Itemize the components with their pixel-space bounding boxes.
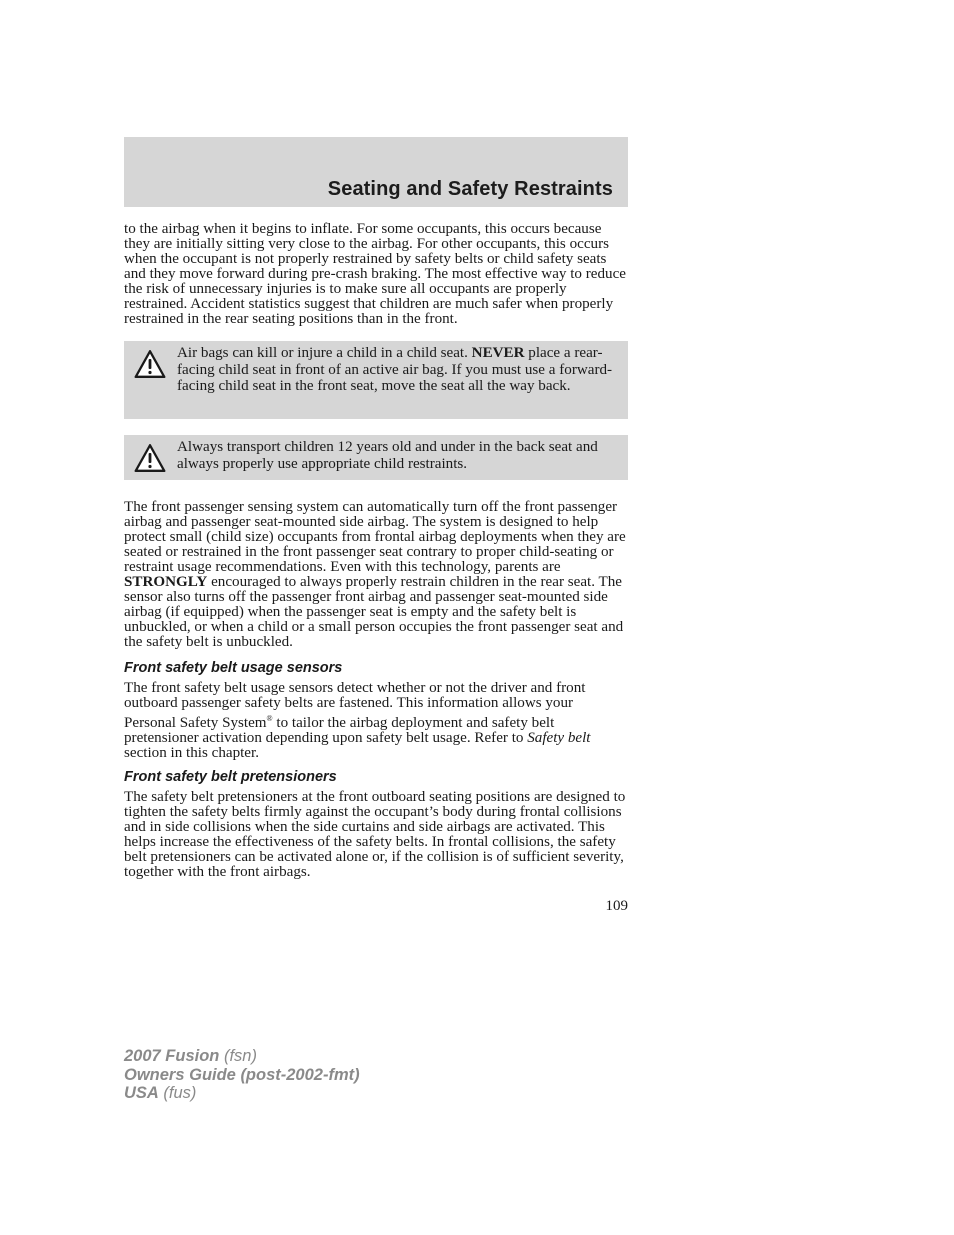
- page-number: 109: [605, 898, 628, 914]
- manual-page: [124, 137, 628, 915]
- section1-text-before: The front safety belt usage sensors detect whether or not the driver and front outboard passenger safety belts are fastened. This information allows your Personal Safety System: [124, 680, 586, 731]
- warning-box-transport-children: [124, 435, 628, 480]
- subheading-belt-pretensioners: Front safety belt pretensioners: [124, 769, 337, 785]
- intro-paragraph: to the airbag when it begins to inflate. For some occupants, this occurs because they are initially sitting very close to the airbag. For other occupants, this occurs when the occupant is not properly restrained by safety belts or child safety seats and they move forward during pre-crash braking. The most effective way to reduce the risk of unnecessary injuries is to make sure all occupants are properly restrained. Accident statistics suggest that children are much safer when properly restrained in the rear seating positions than in the front.: [124, 221, 626, 327]
- section-header-band: [124, 137, 628, 207]
- para2-text-before: The front passenger sensing system can automatically turn off the front passenger airbag and passenger seat-mounted side airbag. The system is designed to help protect small (child size) occupants from frontal airbag deployments when they are seated or restrained in the front passenger seat contrary to proper child-seating or restraint usage recommendations. Even with this technology, parents are: [124, 499, 626, 575]
- safety-belt-reference: Safety belt: [527, 730, 591, 746]
- footer-guide: Owners Guide (post-2002-fmt): [124, 1065, 360, 1084]
- belt-usage-sensors-paragraph: [124, 681, 628, 761]
- warning1-text-before: Air bags can kill or injure a child in a child seat.: [177, 345, 472, 361]
- footer-market: USA: [124, 1084, 159, 1102]
- footer-model-code: (fsn): [219, 1047, 257, 1065]
- footer-model: 2007 Fusion: [124, 1047, 220, 1065]
- belt-pretensioners-paragraph: The safety belt pretensioners at the front outboard seating positions are designed to tighten the safety belts firmly against the occupant’s body during frontal collisions and in side collisions when the side curtains and side airbags are activated. This helps increase the effectiveness of the safety belts. In frontal collisions, the safety belt pretensioners can be activated alone or, if the collision is of sufficient severity, together with the front airbags.: [124, 789, 626, 880]
- warning-triangle-icon: [134, 443, 166, 473]
- subheading-belt-usage-sensors: Front safety belt usage sensors: [124, 660, 343, 676]
- para2-emphasis: STRONGLY: [124, 574, 208, 590]
- warning-triangle-icon: [134, 349, 166, 379]
- warning1-text-after: place a rear-facing child seat in front of an active air bag. If you must use a forward-facing child seat in the front seat, move the seat all the way back.: [177, 345, 613, 394]
- section1-text-middle: to tailor the airbag deployment and safety belt pretensioner activation depending upon safety belt usage. Refer to: [124, 715, 555, 746]
- document-footer: [124, 1047, 360, 1103]
- registered-mark: ®: [266, 714, 273, 723]
- warning1-emphasis: NEVER: [471, 345, 525, 361]
- warning2-text: Always transport children 12 years old and under in the back seat and always properly use appropriate child restraints.: [177, 439, 598, 472]
- warning-box-child-seat: [124, 341, 628, 419]
- footer-line-guide: [124, 1066, 360, 1085]
- section1-text-after: section in this chapter.: [124, 745, 259, 761]
- passenger-sensing-paragraph: [124, 500, 628, 650]
- section-title: Seating and Safety Restraints: [327, 178, 613, 200]
- para2-text-after: encouraged to always properly restrain children in the rear seat. The sensor also turns off the passenger front airbag and passenger seat-mounted side airbag (if equipped) when the passenger seat is empty and the safety belt is unbuckled, or when a child or a small person occupies the front passenger seat and the safety belt is unbuckled.: [124, 574, 624, 650]
- footer-line-market: [124, 1084, 360, 1103]
- footer-market-code: (fus): [158, 1084, 197, 1102]
- footer-line-model: [124, 1047, 360, 1066]
